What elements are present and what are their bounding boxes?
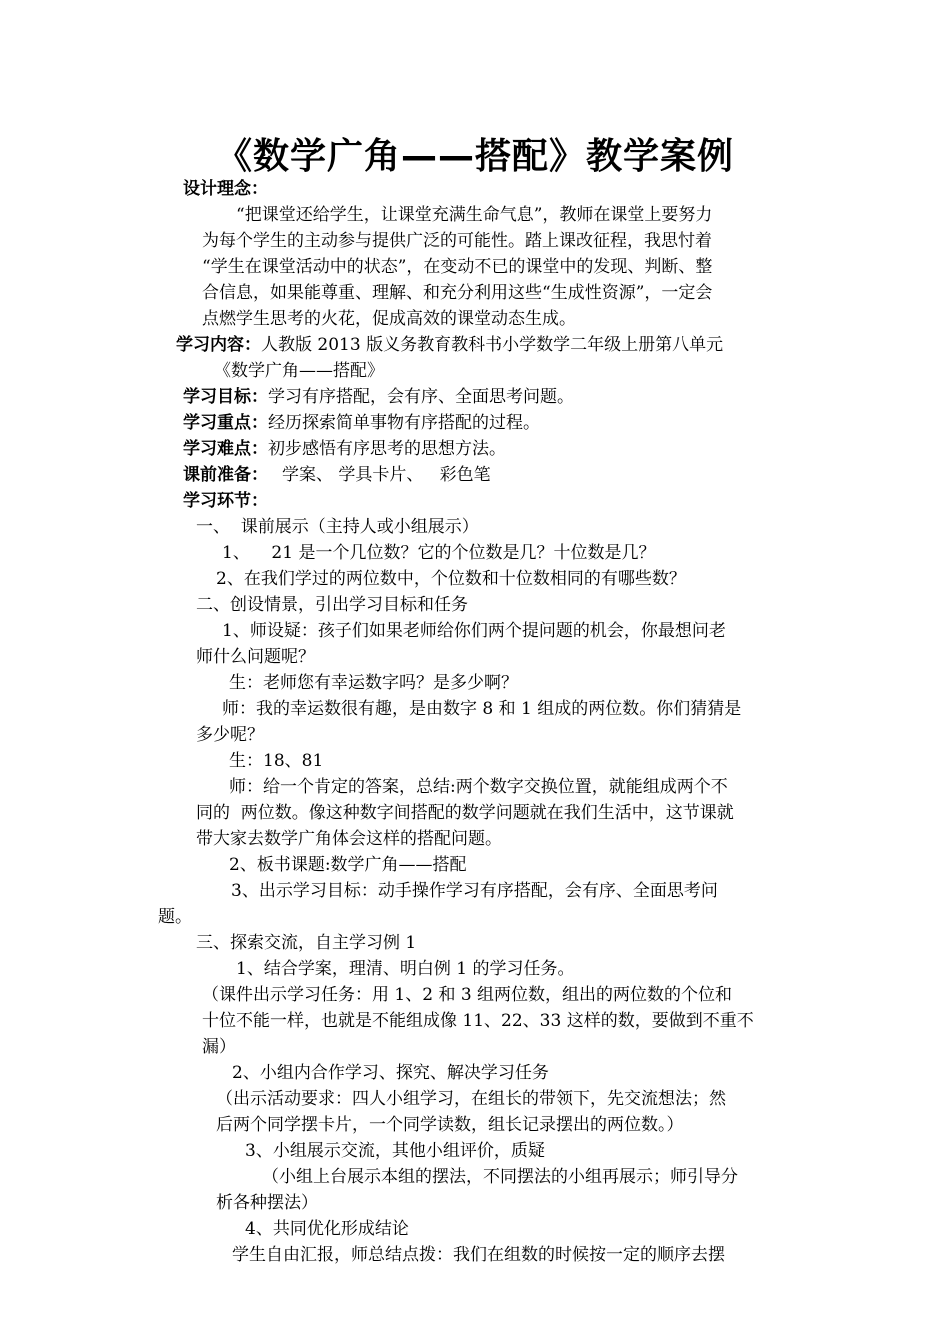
body-line: 十位不能一样，也就是不能组成像 11、22、33 这样的数，要做到不重不 [202, 1011, 754, 1031]
design-line: 为每个学生的主动参与提供广泛的可能性。踏上课改征程，我思忖着 [202, 231, 712, 251]
body-line: 生：老师您有幸运数字吗？是多少啊？ [229, 673, 518, 693]
body-line: 1、 21 是一个几位数？它的个位数是几？十位数是几？ [222, 543, 656, 563]
design-line: 合信息，如果能尊重、理解、和充分利用这些“生成性资源”，一定会 [202, 283, 713, 303]
design-line: 点燃学生思考的火花，促成高效的课堂动态生成。 [202, 309, 576, 329]
body-line: 3、出示学习目标：动手操作学习有序搭配，会有序、全面思考问 [231, 881, 718, 901]
content-line2: 《数学广角——搭配》 [214, 361, 384, 381]
goal-row [183, 384, 574, 410]
body-line: 2、板书课题:数学广角——搭配 [229, 855, 467, 875]
body-line: 带大家去数学广角体会这样的搭配问题。 [196, 829, 502, 849]
body-line: 生：18、81 [229, 751, 324, 771]
body-line: （小组上台展示本组的摆法，不同摆法的小组再展示；师引导分 [262, 1167, 738, 1187]
body-line: 后两个同学摆卡片，一个同学读数，组长记录摆出的两位数。） [216, 1115, 684, 1135]
body-line: 学生自由汇报，师总结点拨：我们在组数的时候按一定的顺序去摆 [232, 1245, 725, 1265]
body-line: 师：我的幸运数很有趣，是由数字 8 和 1 组成的两位数。你们猜猜是 [222, 699, 742, 719]
body-line: 2、在我们学过的两位数中，个位数和十位数相同的有哪些数？ [216, 569, 686, 589]
prep-text: 学案、 学具卡片、 彩色笔 [282, 465, 491, 485]
key-label: 学习重点： [183, 413, 268, 433]
difficulty-row [183, 436, 506, 462]
body-line: 师：给一个肯定的答案，总结:两个数字交换位置，就能组成两个不 [229, 777, 728, 797]
content-text: 人教版 2013 版义务教育教科书小学数学二年级上册第八单元 [261, 335, 724, 355]
body-line: 题。 [158, 907, 192, 927]
content-row [176, 332, 723, 358]
body-line: 1、结合学案，理清、明白例 1 的学习任务。 [236, 959, 575, 979]
goal-text: 学习有序搭配，会有序、全面思考问题。 [268, 387, 574, 407]
prep-row [183, 462, 491, 488]
prep-label: 课前准备： [183, 465, 268, 485]
body-line: 三、探索交流，自主学习例 1 [196, 933, 417, 953]
body-line: 析各种摆法） [216, 1193, 318, 1213]
design-label: 设计理念： [183, 179, 268, 199]
content-label: 学习内容： [176, 335, 261, 355]
body-line: 4、共同优化形成结论 [245, 1219, 409, 1239]
document-title: 《数学广角——搭配》教学案例 [215, 136, 734, 177]
body-line: 同的 两位数。像这种数字间搭配的数学问题就在我们生活中，这节课就 [196, 803, 734, 823]
body-line: （课件出示学习任务：用 1、2 和 3 组两位数，组出的两位数的个位和 [202, 985, 733, 1005]
key-row [183, 410, 540, 436]
body-line: 二、创设情景，引出学习目标和任务 [196, 595, 468, 615]
design-line: “学生在课堂活动中的状态”，在变动不已的课堂中的发现、判断、整 [202, 257, 713, 277]
difficulty-text: 初步感悟有序思考的思想方法。 [268, 439, 506, 459]
key-text: 经历探索简单事物有序搭配的过程。 [268, 413, 540, 433]
body-line: 师什么问题呢？ [196, 647, 315, 667]
goal-label: 学习目标： [183, 387, 268, 407]
body-line: （出示活动要求：四人小组学习，在组长的带领下，先交流想法；然 [216, 1089, 726, 1109]
body-line: 一、 课前展示（主持人或小组展示） [196, 517, 479, 537]
design-line: “把课堂还给学生，让课堂充满生命气息”，教师在课堂上要努力 [236, 205, 713, 225]
body-line: 1、师设疑：孩子们如果老师给你们两个提问题的机会，你最想问老 [222, 621, 726, 641]
difficulty-label: 学习难点： [183, 439, 268, 459]
body-line: 3、小组展示交流，其他小组评价，质疑 [245, 1141, 545, 1161]
steps-label: 学习环节： [183, 491, 268, 511]
body-line: 多少呢？ [196, 725, 264, 745]
body-line: 漏） [202, 1037, 236, 1057]
body-line: 2、小组内合作学习、探究、解决学习任务 [232, 1063, 549, 1083]
